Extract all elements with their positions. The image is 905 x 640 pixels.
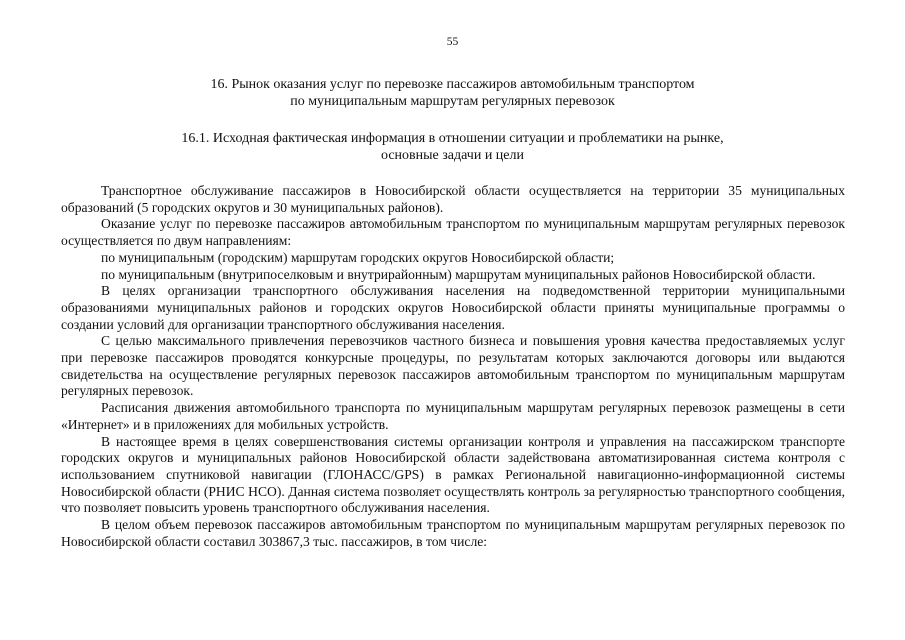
subsection-heading-line-1: 16.1. Исходная фактическая информация в отношении ситуации и проблематики на рынке,: [181, 131, 724, 146]
paragraph-direction-district: по муниципальным (внутрипоселковым и внутрирайонным) маршрутам муниципальных районов Новосибирской области.: [101, 266, 816, 282]
paragraph-municipal-programs: В целях организации транспортного обслуживания населения на подведомственной территории муниципальными образованиями муниципальных районов и городских округов Новосибирской области приняты муниципальные программы о создании условий для организации транспортного обслуживания населения.: [61, 283, 845, 332]
paragraph-schedules: Расписания движения автомобильного транспорта по муниципальным маршрутам регулярных перевозок размещены в сети «Интернет» и в приложениях для мобильных устройств.: [61, 400, 845, 432]
section-heading-line-2: по муниципальным маршрутам регулярных перевозок: [290, 94, 615, 109]
body-text: [61, 183, 845, 550]
paragraph-competitive-procedures: С целью максимального привлечения перевозчиков частного бизнеса и повышения уровня качества предоставляемых услуг при перевозке пассажиров проводятся конкурсные процедуры, по результатам которых заключаются договоры или выдаются свидетельства на осуществление регулярных перевозок пассажиров автомобильным транспортом по муниципальным маршрутам регулярных перевозок.: [61, 333, 845, 399]
paragraph-direction-urban: по муниципальным (городским) маршрутам городских округов Новосибирской области;: [101, 249, 615, 265]
paragraph-territory: Транспортное обслуживание пассажиров в Новосибирской области осуществляется на территории 35 муниципальных образований (5 городских округов и 30 муниципальных районов).: [61, 183, 845, 215]
page-number: 55: [446, 36, 459, 48]
paragraph-navigation-system: В настоящее время в целях совершенствования системы организации контроля и управления на пассажирском транспорте городских округов и муниципальных районов Новосибирской области задействована автоматизированная система контроля с использованием спутниковой навигации (ГЛОНАСС/GPS) в рамках Региональной навигационно-информационной системы Новосибирской области (РНИС НСО). Данная система позволяет осуществлять контроль за регулярностью транспортного сообщения, что позволяет повысить уровень транспортного обслуживания населения.: [61, 433, 845, 516]
section-heading: [0, 76, 905, 110]
section-heading-line-1: 16. Рынок оказания услуг по перевозке пассажиров автомобильным транспортом: [210, 77, 695, 92]
paragraph-directions-intro: Оказание услуг по перевозке пассажиров автомобильным транспортом по муниципальным маршрутам регулярных перевозок осуществляется по двум направлениям:: [61, 216, 845, 249]
paragraph-passenger-volume: В целом объем перевозок пассажиров автомобильным транспортом по муниципальным маршрутам регулярных перевозок по Новосибирской области составил 303867,3 тыс. пассажиров, в том числе:: [61, 517, 845, 549]
subsection-heading: [0, 130, 905, 164]
subsection-heading-line-2: основные задачи и цели: [380, 148, 524, 163]
